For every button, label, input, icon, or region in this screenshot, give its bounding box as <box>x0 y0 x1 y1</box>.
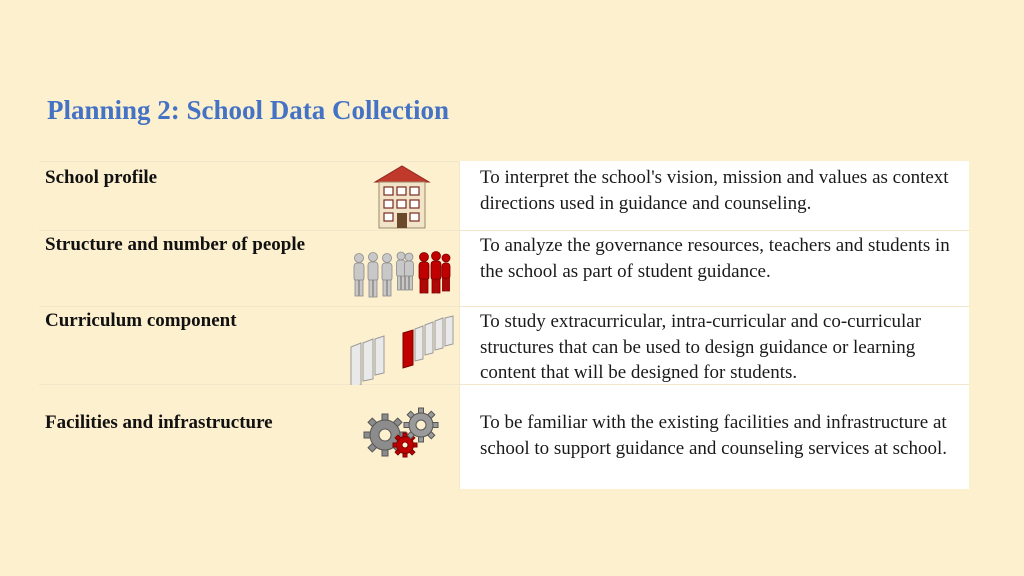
table-row-school-profile <box>39 161 969 231</box>
row-label-cell <box>39 161 460 230</box>
table-row-facilities <box>39 385 969 489</box>
school-building-icon <box>373 164 431 230</box>
row-label-facilities: Facilities and infrastructure <box>45 412 273 433</box>
row-label-cell <box>39 231 460 306</box>
row-label-structure-people: Structure and number of people <box>45 234 306 255</box>
data-collection-table <box>39 161 969 489</box>
row-label-curriculum: Curriculum component <box>45 310 237 331</box>
table-row-structure-people <box>39 231 969 307</box>
row-label-school-profile: School profile <box>45 167 158 188</box>
row-description-school-profile: To interpret the school's vision, mission and values as context directions used in guidance and counseling. <box>480 167 949 214</box>
row-description-cell <box>460 161 969 230</box>
row-description-cell <box>460 307 969 384</box>
row-label-cell <box>39 385 460 489</box>
row-description-cell <box>460 385 969 489</box>
row-description-curriculum: To study extracurricular, intra-curricular and co-curricular structures that can be used to design guidance or learning content that will be designed for students. <box>480 311 922 383</box>
page-title: Planning 2: School Data Collection <box>47 95 450 125</box>
people-group-icon <box>351 251 451 301</box>
row-description-structure-people: To analyze the governance resources, teachers and students in the school as part of student guidance. <box>480 235 950 282</box>
table-row-curriculum <box>39 307 969 385</box>
row-description-cell <box>460 231 969 306</box>
curriculum-blocks-icon <box>349 315 455 387</box>
gears-icon <box>363 405 439 465</box>
row-description-facilities: To be familiar with the existing facilities and infrastructure at school to support guidance and counseling services at school. <box>480 412 947 459</box>
row-label-cell <box>39 307 460 384</box>
